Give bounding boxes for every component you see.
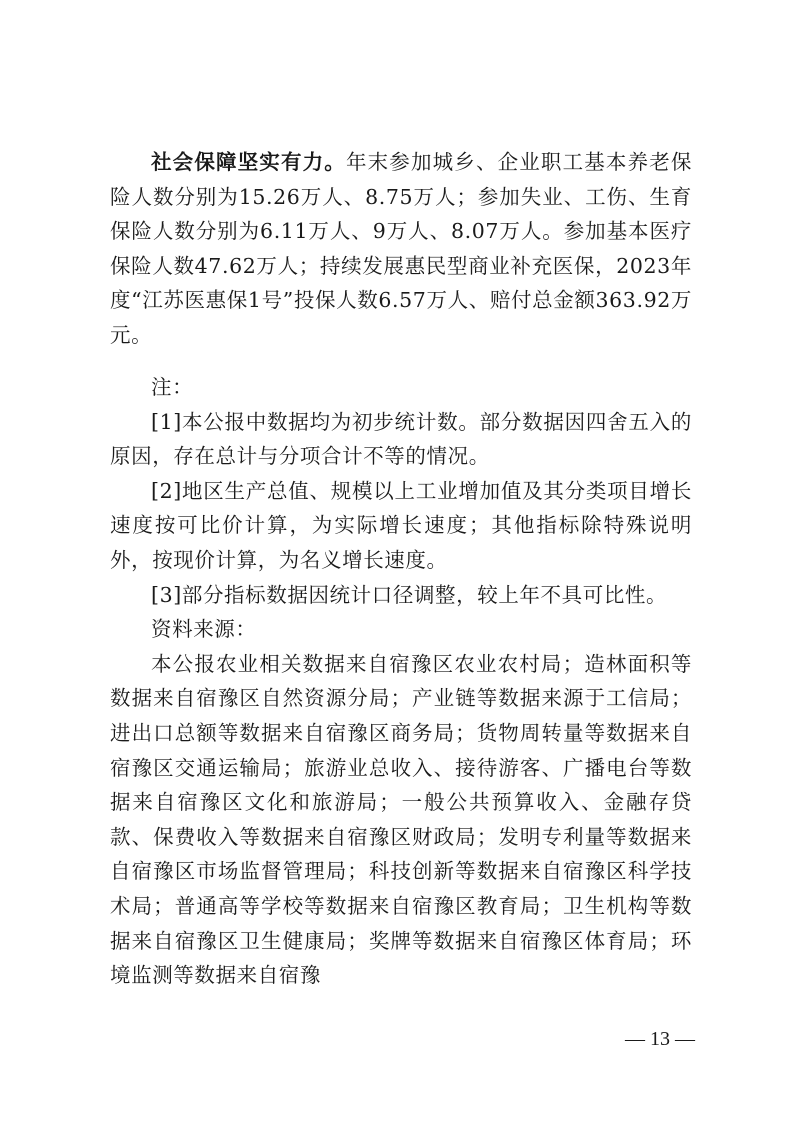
social-security-text: 年末参加城乡、企业职工基本养老保险人数分别为15.26万人、8.75万人；参加失业、工伤、生育保险人数分别为6.11万人、9万人、8.07万人。参加基本医疗保险人数47.62万人；持续发展惠民型商业补充医保，2023年度“江苏医惠保1号”投保人数6.57万人、赔付总金额363.92万元。 [110, 150, 692, 347]
notes-section [110, 370, 692, 993]
social-security-heading: 社会保障坚实有力。 [151, 150, 346, 174]
sources-label: 资料来源： [151, 617, 257, 642]
note-item-3: [3]部分指标数据因统计口径调整，较上年不具可比性。 [151, 582, 668, 607]
social-security-section [110, 145, 692, 353]
note-item-1: [1]本公报中数据均为初步统计数。部分数据因四舍五入的原因，存在总计与分项合计不等的情况。 [110, 409, 692, 469]
social-security-paragraph [110, 145, 692, 353]
sources-text: 本公报农业相关数据来自宿豫区农业农村局；造林面积等数据来自宿豫区自然资源分局；产业链等数据来源于工信局；进出口总额等数据来自宿豫区商务局；货物周转量等数据来自宿豫区交通运输局；旅游业总收入、接待游客、广播电台等数据来自宿豫区文化和旅游局；一般公共预算收入、金融存贷款、保费收入等数据来自宿豫区财政局；发明专利量等数据来自宿豫区市场监督管理局；科技创新等数据来自宿豫区科学技术局；普通高等学校等数据来自宿豫区教育局；卫生机构等数据来自宿豫区卫生健康局；奖牌等数据来自宿豫区体育局；环境监测等数据来自宿豫 [110, 651, 692, 988]
note-item-2: [2]地区生产总值、规模以上工业增加值及其分类项目增长速度按可比价计算，为实际增长速度；其他指标除特殊说明外，按现价计算，为名义增长速度。 [110, 478, 692, 572]
notes-label: 注： [151, 375, 194, 399]
page-number: — 13 — [625, 1028, 695, 1050]
